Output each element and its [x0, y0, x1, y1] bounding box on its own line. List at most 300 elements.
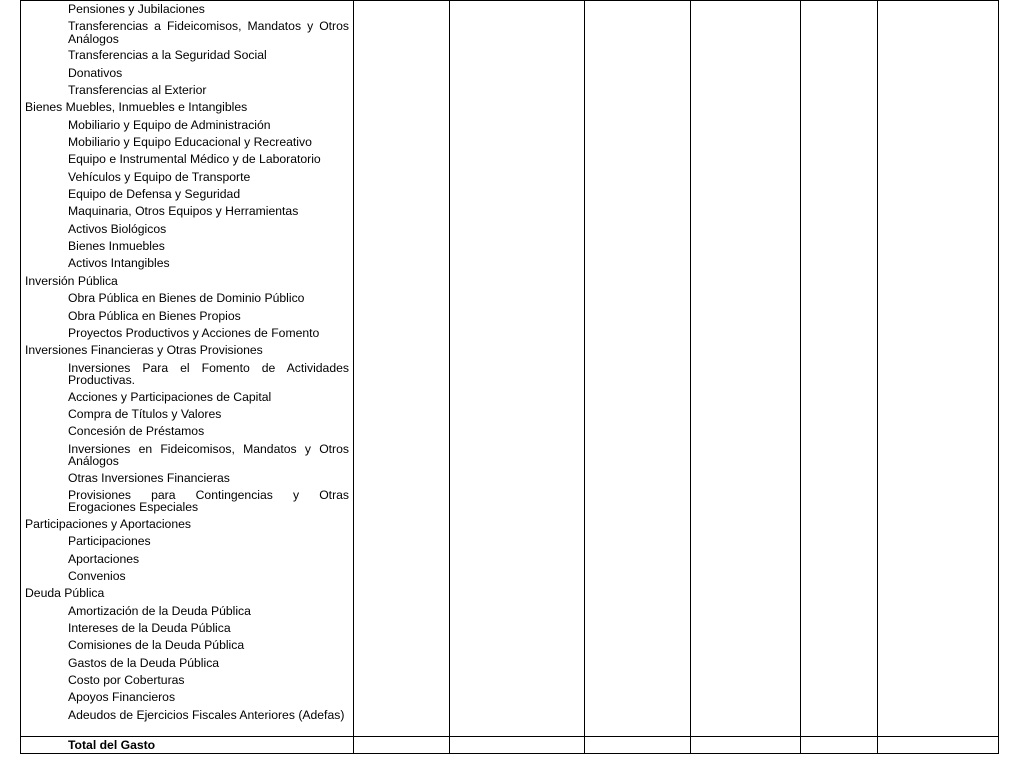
value-cell: [691, 151, 801, 168]
value-cell: [354, 689, 450, 706]
row-label-cell: [21, 273, 354, 290]
value-cell: [450, 406, 585, 423]
value-cell: [585, 134, 691, 151]
value-cell: [691, 47, 801, 64]
subcategory-row: [21, 47, 999, 64]
row-label-cell: [21, 689, 354, 706]
value-cell: [801, 470, 878, 487]
subcategory-row: [21, 169, 999, 186]
value-cell: [878, 568, 999, 585]
value-cell: [450, 186, 585, 203]
value-cell: [801, 585, 878, 602]
row-label-cell: [21, 707, 354, 737]
subcategory-row: [21, 82, 999, 99]
value-cell: [691, 342, 801, 359]
subcategory-row: [21, 568, 999, 585]
row-label-cell: [21, 151, 354, 168]
category-row: [21, 342, 999, 359]
value-cell: [450, 203, 585, 220]
value-cell: [691, 487, 801, 516]
value-cell: [691, 117, 801, 134]
value-cell: [354, 568, 450, 585]
value-cell: [801, 423, 878, 440]
value-cell: [585, 568, 691, 585]
row-label-cell: [21, 134, 354, 151]
value-cell: [878, 65, 999, 82]
value-cell: [801, 342, 878, 359]
value-cell: [878, 221, 999, 238]
subcategory-row: [21, 423, 999, 440]
value-cell: [585, 620, 691, 637]
value-cell: [585, 585, 691, 602]
subcategory-label: Pensiones y Jubilaciones: [68, 2, 205, 16]
value-cell: [354, 151, 450, 168]
value-cell: [354, 603, 450, 620]
row-label-cell: [21, 1, 354, 19]
row-label-cell: [21, 308, 354, 325]
value-cell: [691, 441, 801, 470]
category-label: Deuda Pública: [25, 586, 105, 601]
value-cell: [691, 186, 801, 203]
value-cell: [801, 151, 878, 168]
value-cell: [354, 487, 450, 516]
subcategory-label: Obra Pública en Bienes Propios: [68, 308, 241, 323]
value-cell: [691, 273, 801, 290]
value-cell: [801, 65, 878, 82]
subcategory-row: [21, 406, 999, 423]
row-label-cell: [21, 406, 354, 423]
value-cell: [801, 487, 878, 516]
subcategory-label: Acciones y Participaciones de Capital: [68, 389, 272, 404]
total-value-cell: [878, 736, 999, 753]
value-cell: [450, 18, 585, 47]
subcategory-label: Mobiliario y Equipo Educacional y Recreativo: [68, 135, 312, 150]
subcategory-row: [21, 290, 999, 307]
row-label-cell: [21, 672, 354, 689]
value-cell: [878, 325, 999, 342]
value-cell: [585, 360, 691, 389]
value-cell: [354, 273, 450, 290]
value-cell: [691, 470, 801, 487]
row-label-cell: [21, 585, 354, 602]
category-label: Bienes Muebles, Inmuebles e Intangibles: [25, 100, 248, 115]
value-cell: [354, 470, 450, 487]
value-cell: [585, 1, 691, 19]
value-cell: [450, 82, 585, 99]
value-cell: [691, 238, 801, 255]
subcategory-label: Adeudos de Ejercicios Fiscales Anteriores (Adefas): [68, 707, 345, 722]
value-cell: [691, 620, 801, 637]
value-cell: [801, 707, 878, 737]
subcategory-row: [21, 470, 999, 487]
value-cell: [878, 134, 999, 151]
value-cell: [691, 360, 801, 389]
value-cell: [354, 221, 450, 238]
value-cell: [354, 82, 450, 99]
value-cell: [691, 221, 801, 238]
subcategory-label: Aportaciones: [68, 551, 140, 566]
subcategory-label: Transferencias a Fideicomisos, Mandatos y Otros Análogos: [68, 19, 349, 46]
subcategory-row: [21, 255, 999, 272]
value-cell: [585, 603, 691, 620]
value-cell: [585, 290, 691, 307]
expense-classification-table: [20, 0, 999, 754]
row-label-cell: [21, 221, 354, 238]
value-cell: [450, 238, 585, 255]
row-label-cell: [21, 423, 354, 440]
value-cell: [878, 117, 999, 134]
value-cell: [878, 603, 999, 620]
value-cell: [801, 672, 878, 689]
subcategory-label: Mobiliario y Equipo de Administración: [68, 117, 271, 132]
value-cell: [354, 516, 450, 533]
value-cell: [801, 99, 878, 116]
value-cell: [801, 568, 878, 585]
subcategory-label: Transferencias a la Seguridad Social: [68, 48, 267, 63]
value-cell: [801, 389, 878, 406]
subcategory-label: Otras Inversiones Financieras: [68, 470, 230, 485]
value-cell: [354, 406, 450, 423]
category-row: [21, 516, 999, 533]
value-cell: [878, 470, 999, 487]
value-cell: [450, 255, 585, 272]
value-cell: [450, 516, 585, 533]
value-cell: [878, 689, 999, 706]
row-label-cell: [21, 516, 354, 533]
row-label-cell: [21, 325, 354, 342]
subcategory-label: Intereses de la Deuda Pública: [68, 620, 231, 635]
value-cell: [878, 255, 999, 272]
subcategory-label: Provisiones para Contingencias y Otras Erogaciones Especiales: [68, 487, 349, 515]
subcategory-row: [21, 308, 999, 325]
value-cell: [585, 406, 691, 423]
value-cell: [450, 360, 585, 389]
value-cell: [691, 325, 801, 342]
subcategory-label: Donativos: [68, 65, 123, 80]
subcategory-label: Inversiones Para el Fomento de Actividades Productivas.: [68, 360, 349, 388]
value-cell: [691, 672, 801, 689]
value-cell: [878, 423, 999, 440]
value-cell: [585, 151, 691, 168]
value-cell: [354, 423, 450, 440]
value-cell: [354, 308, 450, 325]
row-label-cell: [21, 620, 354, 637]
value-cell: [801, 360, 878, 389]
value-cell: [450, 308, 585, 325]
value-cell: [878, 1, 999, 19]
total-value-cell: [691, 736, 801, 753]
row-label-cell: [21, 342, 354, 359]
row-label-cell: [21, 551, 354, 568]
subcategory-label: Maquinaria, Otros Equipos y Herramientas: [68, 204, 299, 219]
value-cell: [354, 47, 450, 64]
value-cell: [450, 99, 585, 116]
subcategory-label: Activos Intangibles: [68, 256, 170, 271]
category-label: Inversión Pública: [25, 273, 118, 288]
value-cell: [450, 551, 585, 568]
value-cell: [691, 551, 801, 568]
value-cell: [801, 273, 878, 290]
value-cell: [878, 389, 999, 406]
subcategory-label: Comisiones de la Deuda Pública: [68, 638, 245, 653]
value-cell: [878, 186, 999, 203]
value-cell: [585, 533, 691, 550]
value-cell: [354, 389, 450, 406]
value-cell: [585, 655, 691, 672]
value-cell: [691, 290, 801, 307]
value-cell: [585, 255, 691, 272]
value-cell: [801, 603, 878, 620]
value-cell: [801, 82, 878, 99]
value-cell: [450, 441, 585, 470]
row-label-cell: [21, 290, 354, 307]
value-cell: [450, 603, 585, 620]
subcategory-label: Gastos de la Deuda Pública: [68, 655, 220, 670]
value-cell: [801, 551, 878, 568]
value-cell: [450, 47, 585, 64]
value-cell: [585, 389, 691, 406]
row-label-cell: [21, 470, 354, 487]
value-cell: [354, 551, 450, 568]
subcategory-row: [21, 65, 999, 82]
value-cell: [878, 290, 999, 307]
subcategory-label: Equipo e Instrumental Médico y de Laboratorio: [68, 152, 321, 167]
value-cell: [354, 169, 450, 186]
value-cell: [450, 689, 585, 706]
total-row: [21, 736, 999, 753]
value-cell: [878, 203, 999, 220]
row-label-cell: [21, 389, 354, 406]
value-cell: [801, 308, 878, 325]
row-label-cell: [21, 203, 354, 220]
row-label-cell: [21, 533, 354, 550]
subcategory-label: Vehículos y Equipo de Transporte: [68, 169, 251, 184]
value-cell: [691, 389, 801, 406]
value-cell: [801, 169, 878, 186]
value-cell: [585, 441, 691, 470]
value-cell: [801, 117, 878, 134]
value-cell: [878, 620, 999, 637]
category-row: [21, 585, 999, 602]
value-cell: [878, 707, 999, 737]
value-cell: [354, 238, 450, 255]
subcategory-row: [21, 620, 999, 637]
total-value-cell: [801, 736, 878, 753]
subcategory-label: Equipo de Defensa y Seguridad: [68, 187, 241, 202]
value-cell: [450, 221, 585, 238]
value-cell: [691, 423, 801, 440]
value-cell: [878, 360, 999, 389]
subcategory-row: [21, 151, 999, 168]
value-cell: [691, 707, 801, 737]
value-cell: [354, 134, 450, 151]
subcategory-label: Bienes Inmuebles: [68, 239, 165, 254]
subcategory-row: [21, 551, 999, 568]
subcategory-row: [21, 603, 999, 620]
row-label-cell: [21, 169, 354, 186]
value-cell: [354, 186, 450, 203]
subcategory-row: [21, 1, 999, 19]
value-cell: [878, 169, 999, 186]
value-cell: [801, 620, 878, 637]
subcategory-row: [21, 672, 999, 689]
subcategory-label: Participaciones: [68, 534, 151, 549]
value-cell: [878, 308, 999, 325]
value-cell: [585, 672, 691, 689]
value-cell: [585, 99, 691, 116]
value-cell: [585, 82, 691, 99]
value-cell: [691, 203, 801, 220]
value-cell: [691, 585, 801, 602]
subcategory-row: [21, 238, 999, 255]
value-cell: [801, 325, 878, 342]
value-cell: [585, 221, 691, 238]
value-cell: [878, 18, 999, 47]
value-cell: [878, 151, 999, 168]
value-cell: [691, 655, 801, 672]
value-cell: [585, 516, 691, 533]
value-cell: [878, 99, 999, 116]
subcategory-row: [21, 360, 999, 389]
subcategory-row: [21, 203, 999, 220]
value-cell: [691, 308, 801, 325]
value-cell: [801, 533, 878, 550]
value-cell: [450, 470, 585, 487]
value-cell: [691, 169, 801, 186]
value-cell: [585, 325, 691, 342]
value-cell: [878, 238, 999, 255]
value-cell: [450, 1, 585, 19]
row-label-cell: [21, 238, 354, 255]
value-cell: [354, 672, 450, 689]
value-cell: [354, 18, 450, 47]
value-cell: [450, 389, 585, 406]
subcategory-row: [21, 186, 999, 203]
value-cell: [878, 273, 999, 290]
value-cell: [801, 406, 878, 423]
value-cell: [691, 568, 801, 585]
row-label-cell: [21, 65, 354, 82]
value-cell: [450, 637, 585, 654]
row-label-cell: [21, 117, 354, 134]
category-row: [21, 273, 999, 290]
value-cell: [691, 689, 801, 706]
row-label-cell: [21, 255, 354, 272]
value-cell: [450, 134, 585, 151]
subcategory-label: Concesión de Préstamos: [68, 424, 205, 439]
value-cell: [354, 117, 450, 134]
value-cell: [450, 169, 585, 186]
subcategory-row: [21, 134, 999, 151]
category-label: Inversiones Financieras y Otras Provisiones: [25, 343, 263, 358]
row-label-cell: [21, 655, 354, 672]
value-cell: [801, 47, 878, 64]
subcategory-row: [21, 117, 999, 134]
row-label-cell: [21, 99, 354, 116]
value-cell: [691, 516, 801, 533]
value-cell: [450, 672, 585, 689]
category-label: Participaciones y Aportaciones: [25, 516, 191, 531]
subcategory-row: [21, 18, 999, 47]
value-cell: [878, 82, 999, 99]
category-row: [21, 99, 999, 116]
value-cell: [801, 1, 878, 19]
row-label-cell: [21, 441, 354, 470]
subcategory-row: [21, 487, 999, 516]
value-cell: [354, 255, 450, 272]
value-cell: [354, 1, 450, 19]
value-cell: [691, 99, 801, 116]
table-body: [21, 1, 999, 754]
value-cell: [878, 516, 999, 533]
value-cell: [585, 203, 691, 220]
value-cell: [878, 406, 999, 423]
subcategory-row: [21, 707, 999, 737]
value-cell: [691, 65, 801, 82]
value-cell: [878, 342, 999, 359]
value-cell: [354, 620, 450, 637]
value-cell: [585, 470, 691, 487]
value-cell: [801, 441, 878, 470]
value-cell: [450, 585, 585, 602]
row-label-cell: [21, 360, 354, 389]
subcategory-label: Activos Biológicos: [68, 221, 167, 236]
value-cell: [354, 342, 450, 359]
value-cell: [585, 186, 691, 203]
value-cell: [450, 533, 585, 550]
value-cell: [801, 290, 878, 307]
subcategory-label: Inversiones en Fideicomisos, Mandatos y Otros Análogos: [68, 441, 349, 469]
value-cell: [450, 342, 585, 359]
value-cell: [801, 18, 878, 47]
value-cell: [585, 637, 691, 654]
value-cell: [354, 441, 450, 470]
value-cell: [691, 603, 801, 620]
value-cell: [801, 203, 878, 220]
value-cell: [585, 487, 691, 516]
subcategory-label: Proyectos Productivos y Acciones de Fomento: [68, 325, 320, 340]
subcategory-row: [21, 441, 999, 470]
value-cell: [801, 516, 878, 533]
subcategory-label: Transferencias al Exterior: [68, 83, 207, 98]
value-cell: [450, 290, 585, 307]
total-value-cell: [585, 736, 691, 753]
row-label-cell: [21, 47, 354, 64]
value-cell: [878, 551, 999, 568]
value-cell: [691, 1, 801, 19]
value-cell: [585, 423, 691, 440]
value-cell: [878, 655, 999, 672]
value-cell: [691, 18, 801, 47]
row-label-cell: [21, 568, 354, 585]
value-cell: [801, 134, 878, 151]
subcategory-row: [21, 637, 999, 654]
value-cell: [354, 655, 450, 672]
row-label-cell: [21, 186, 354, 203]
value-cell: [585, 169, 691, 186]
subcategory-label: Compra de Títulos y Valores: [68, 406, 222, 421]
value-cell: [450, 655, 585, 672]
value-cell: [585, 65, 691, 82]
value-cell: [585, 308, 691, 325]
value-cell: [801, 689, 878, 706]
value-cell: [691, 134, 801, 151]
value-cell: [878, 533, 999, 550]
value-cell: [878, 487, 999, 516]
value-cell: [450, 620, 585, 637]
total-label-cell: [21, 736, 354, 753]
value-cell: [450, 325, 585, 342]
